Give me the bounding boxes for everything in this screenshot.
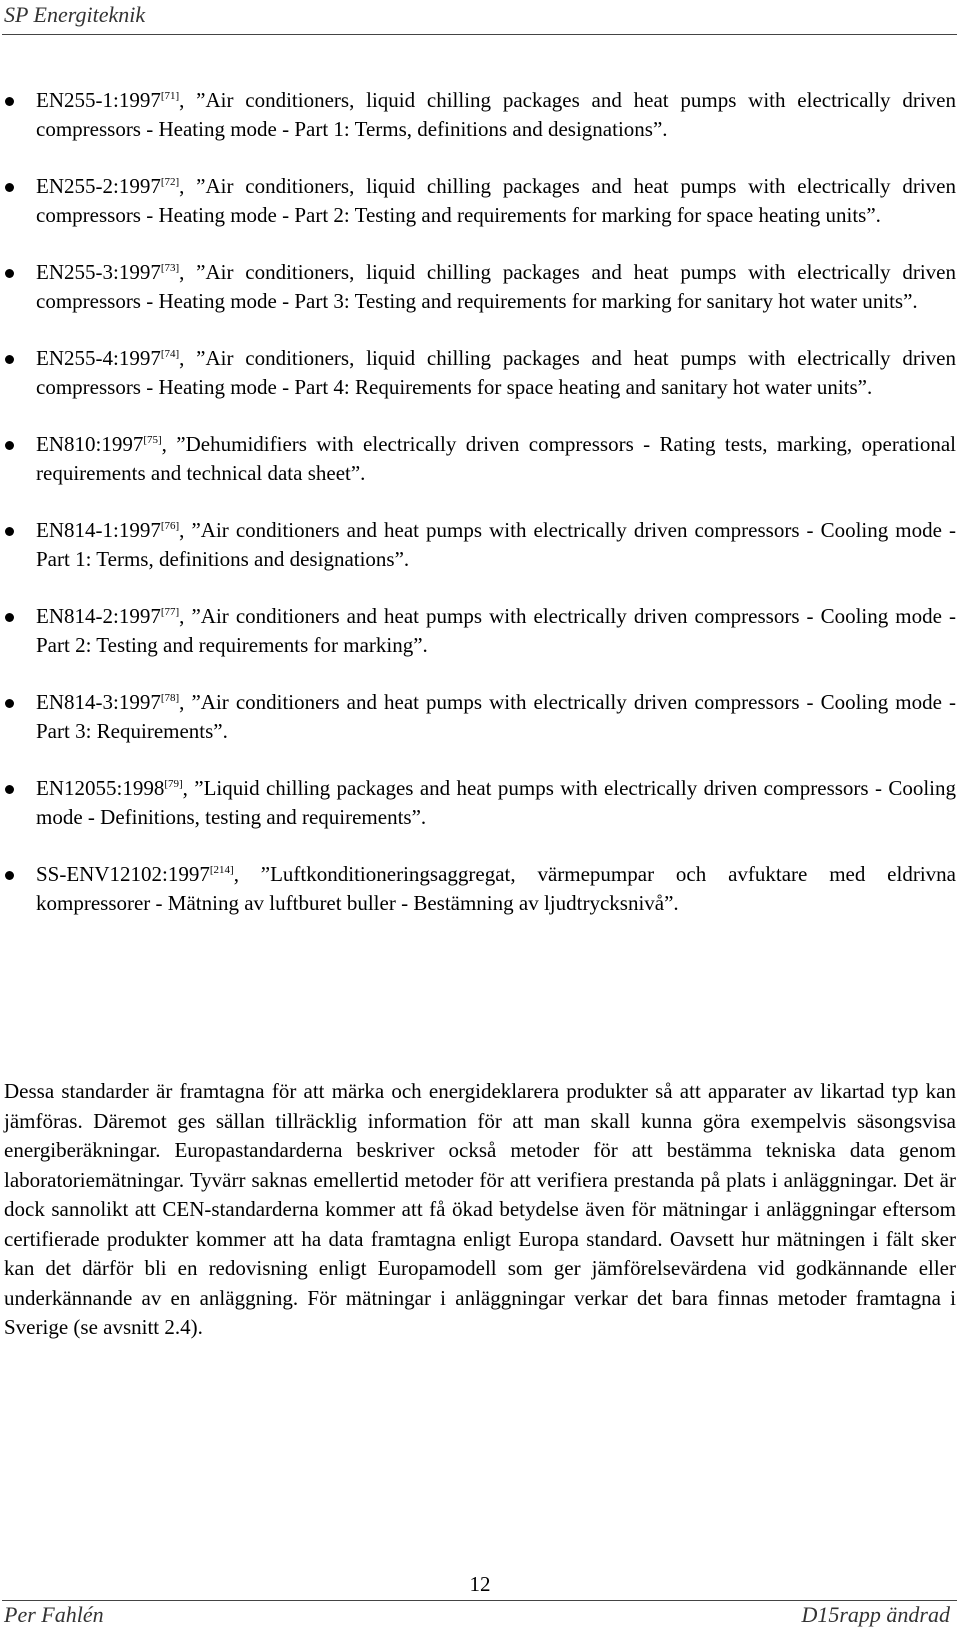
list-item: [0, 86, 960, 144]
footer-filename: D15rapp ändrad: [801, 1602, 950, 1627]
bullet-icon: [5, 871, 14, 880]
standard-code: EN814-3:1997: [36, 690, 161, 714]
header-rule: [2, 34, 957, 35]
reference-number: [79]: [164, 778, 183, 790]
reference-number: [77]: [160, 606, 180, 618]
standard-title: , ”Air conditioners, liquid chilling packages and heat pumps with electrically driven compressors - Heating mode - Part 4: Requirements for space heating and sanitary hot water units”.: [36, 346, 956, 399]
bullet-icon: [5, 355, 14, 364]
standard-code: EN810:1997: [36, 432, 144, 456]
standard-title: , ”Air conditioners and heat pumps with electrically driven compressors - Cooling mode - Part 3: Requirements”.: [36, 690, 956, 743]
bullet-icon: [5, 269, 14, 278]
list-item: [0, 688, 960, 746]
bullet-icon: [5, 527, 14, 536]
standard-title: , ”Air conditioners and heat pumps with electrically driven compressors - Cooling mode - Part 2: Testing and requirements for marking”.: [36, 604, 956, 657]
bullet-icon: [5, 183, 14, 192]
standard-code: EN255-2:1997: [36, 174, 161, 198]
reference-number: [72]: [160, 176, 180, 188]
list-item: [0, 860, 960, 918]
standards-list: [0, 86, 960, 946]
standard-code: EN814-1:1997: [36, 518, 161, 542]
standard-code: EN814-2:1997: [36, 604, 161, 628]
reference-number: [76]: [160, 520, 180, 532]
footer-rule: [2, 1600, 957, 1601]
bullet-icon: [5, 441, 14, 450]
standard-title: , ”Liquid chilling packages and heat pumps with electrically driven compressors - Cooling mode - Definitions, testing and requirements”.: [36, 776, 956, 829]
standard-title: , ”Air conditioners and heat pumps with electrically driven compressors - Cooling mode - Part 1: Terms, definitions and designations”.: [36, 518, 956, 571]
standard-title: , ”Air conditioners, liquid chilling packages and heat pumps with electrically driven compressors - Heating mode - Part 1: Terms, definitions and designations”.: [36, 88, 956, 141]
standard-code: EN255-3:1997: [36, 260, 161, 284]
standard-title: , ”Air conditioners, liquid chilling packages and heat pumps with electrically driven compressors - Heating mode - Part 3: Testing and requirements for marking for sanitary hot water units”.: [36, 260, 956, 313]
standard-code: SS-ENV12102:1997: [36, 862, 210, 886]
standard-code: EN255-4:1997: [36, 346, 161, 370]
body-paragraph: Dessa standarder är framtagna för att märka och energideklarera produkter så att apparater av likartad typ kan jämföras. Däremot ges sällan tillräcklig information för att man skall kunna göra exempelvis säsongsvisa energiberäkningar. Europastandarderna beskriver också metoder för att bestämma tekniska data genom laboratoriemätningar. Tyvärr saknas emellertid metoder för att verifiera prestanda på plats i anläggningar. Det är dock sannolikt att CEN-standarderna kommer att få ökad betydelse även för mätningar i anläggningar eftersom certifierade produkter kommer att ha data framtagna enligt Europa standard. Oavsett hur mätningen i fält sker kan det därför bli en redovisning enligt Europamodell som ger jämförelsevärdena vid godkännande eller underkännande av en anläggning. För mätningar i anläggningar verkar det bara finnas metoder framtagna i Sverige (se avsnitt 2.4).: [4, 1079, 956, 1339]
list-item: [0, 516, 960, 574]
standard-code: EN12055:1998: [36, 776, 165, 800]
standard-title: , ”Dehumidifiers with electrically driven compressors - Rating tests, marking, operational requirements and technical data sheet”.: [36, 432, 956, 485]
footer-author: Per Fahlén: [4, 1602, 104, 1627]
standard-title: , ”Air conditioners, liquid chilling packages and heat pumps with electrically driven compressors - Heating mode - Part 2: Testing and requirements for marking for space heating units”.: [36, 174, 956, 227]
list-item: [0, 172, 960, 230]
page-header-title: SP Energiteknik: [4, 2, 146, 27]
standard-code: EN255-1:1997: [36, 88, 161, 112]
list-item: [0, 774, 960, 832]
reference-number: [214]: [209, 864, 234, 876]
bullet-icon: [5, 785, 14, 794]
reference-number: [74]: [160, 348, 180, 360]
page-number: 12: [469, 1572, 491, 1596]
bullet-icon: [5, 97, 14, 106]
list-item: [0, 602, 960, 660]
bullet-icon: [5, 613, 14, 622]
list-item: [0, 430, 960, 488]
reference-number: [75]: [143, 434, 162, 446]
reference-number: [71]: [160, 90, 180, 102]
bullet-icon: [5, 699, 14, 708]
reference-number: [73]: [160, 262, 180, 274]
list-item: [0, 258, 960, 316]
list-item: [0, 344, 960, 402]
standard-title: , ”Luftkonditioneringsaggregat, värmepumpar och avfuktare med eldrivna kompressorer - Mätning av luftburet buller - Bestämning av ljudtrycksnivå”.: [36, 862, 956, 915]
reference-number: [78]: [160, 692, 180, 704]
